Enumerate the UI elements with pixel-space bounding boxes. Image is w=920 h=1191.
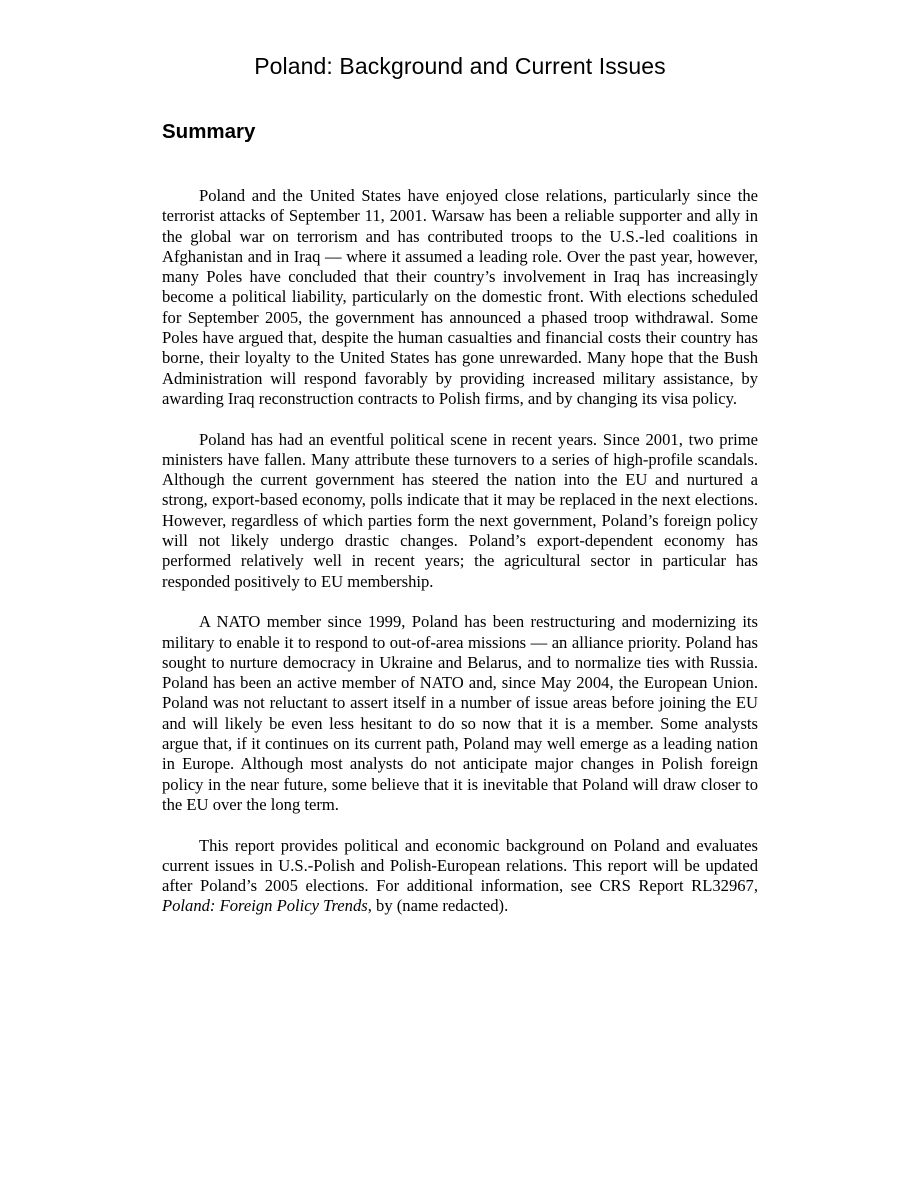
summary-heading: Summary <box>162 120 256 143</box>
summary-paragraph-4 <box>162 836 758 917</box>
paragraph-4-text-after: , by (name redacted). <box>367 896 509 916</box>
report-title-italic: Poland: Foreign Policy Trends <box>162 896 368 916</box>
summary-body <box>162 186 758 937</box>
summary-paragraph-1: Poland and the United States have enjoyed close relations, particularly since the terrorist attacks of September 11, 2001. Warsaw has been a reliable supporter and ally in the global war on terrorism and has contributed troops to the U.S.-led coalitions in Afghanistan and in Iraq — where it assumed a leading role. Over the past year, however, many Poles have concluded that their country’s involvement in Iraq has increasingly become a political liability, particularly on the domestic front. With elections scheduled for September 2005, the government has announced a phased troop withdrawal. Some Poles have argued that, despite the human casualties and financial costs their country has borne, their loyalty to the United States has gone unrewarded. Many hope that the Bush Administration will respond favorably by providing increased military assistance, by awarding Iraq reconstruction contracts to Polish firms, and by changing its visa policy. <box>162 186 758 408</box>
document-title: Poland: Background and Current Issues <box>254 53 666 79</box>
paragraph-4-text-before: This report provides political and economic background on Poland and evaluates current issues in U.S.-Polish and Polish-European relations. This report will be updated after Poland’s 2005 elections. For additional information, see CRS Report RL32967, <box>162 835 758 896</box>
summary-paragraph-3: A NATO member since 1999, Poland has been restructuring and modernizing its military to enable it to respond to out-of-area missions — an alliance priority. Poland has sought to nurture democracy in Ukraine and Belarus, and to normalize ties with Russia. Poland has been an active member of NATO and, since May 2004, the European Union. Poland was not reluctant to assert itself in a number of issue areas before joining the EU and will likely be even less hesitant to do so now that it is a member. Some analysts argue that, if it continues on its current path, Poland may well emerge as a leading nation in Europe. Although most analysts do not anticipate major changes in Polish foreign policy in the near future, some believe that it is inevitable that Poland will draw closer to the EU over the long term. <box>162 612 758 814</box>
summary-paragraph-2: Poland has had an eventful political scene in recent years. Since 2001, two prime ministers have fallen. Many attribute these turnovers to a series of high-profile scandals. Although the current government has steered the nation into the EU and nurtured a strong, export-based economy, polls indicate that it may be replaced in the next elections. However, regardless of which parties form the next government, Poland’s foreign policy will not likely undergo drastic changes. Poland’s export-dependent economy has performed relatively well in recent years; the agricultural sector in particular has responded positively to EU membership. <box>162 429 758 591</box>
